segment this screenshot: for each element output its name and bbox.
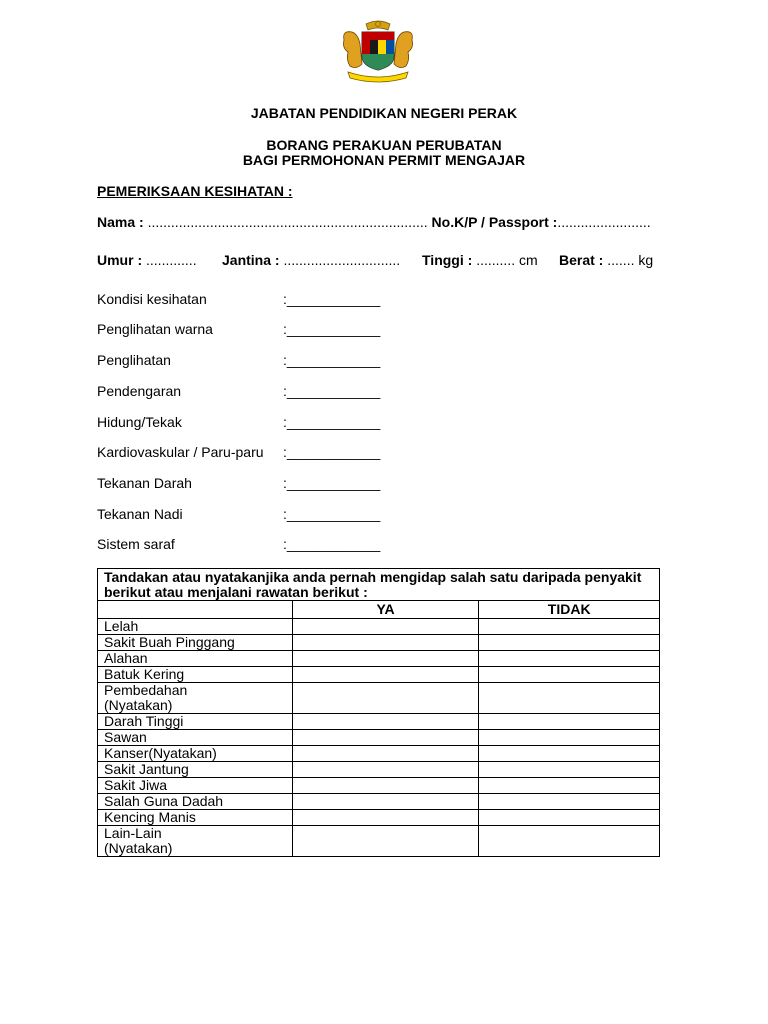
- table-row: [98, 635, 660, 651]
- tinggi-label: Tinggi :: [422, 252, 473, 268]
- disease-name: Lelah: [104, 618, 139, 634]
- table-row: [98, 651, 660, 667]
- condition-field[interactable]: :____________: [283, 506, 381, 522]
- umur-field[interactable]: .............: [146, 252, 197, 268]
- table-row: [98, 762, 660, 778]
- table-row: [98, 730, 660, 746]
- disease-name: Kencing Manis: [104, 809, 196, 825]
- berat-field[interactable]: .......: [607, 252, 635, 268]
- disease-label: [98, 619, 293, 635]
- disease-name: Sakit Jantung: [104, 761, 189, 777]
- ya-cell[interactable]: [292, 619, 479, 635]
- ya-cell[interactable]: [292, 667, 479, 683]
- disease-label: [98, 762, 293, 778]
- tidak-cell[interactable]: [479, 746, 660, 762]
- condition-field[interactable]: :____________: [283, 352, 381, 368]
- condition-label: Penglihatan warna: [97, 321, 213, 337]
- disease-name: Kanser(Nyatakan): [104, 745, 217, 761]
- table-instruction: Tandakan atau nyatakanjika anda pernah mengidap salah satu daripada penyakit berikut atau menjalani rawatan berikut :: [98, 569, 660, 601]
- table-header-row: [98, 601, 660, 619]
- disease-label: [98, 635, 293, 651]
- ya-cell[interactable]: [292, 683, 479, 714]
- disease-label: [98, 778, 293, 794]
- ya-cell[interactable]: [292, 651, 479, 667]
- ya-cell[interactable]: [292, 778, 479, 794]
- column-header-ya: YA: [292, 601, 479, 619]
- condition-label: Hidung/Tekak: [97, 414, 182, 430]
- kp-label: No.K/P / Passport :: [431, 214, 558, 230]
- tidak-cell[interactable]: [479, 794, 660, 810]
- condition-label: Kondisi kesihatan: [97, 291, 207, 307]
- kp-field[interactable]: ........................: [557, 214, 651, 230]
- table-row: [98, 667, 660, 683]
- ya-cell[interactable]: [292, 730, 479, 746]
- disease-name: Batuk Kering: [104, 666, 185, 682]
- disease-label: [98, 651, 293, 667]
- condition-label: Tekanan Nadi: [97, 506, 183, 522]
- condition-field[interactable]: :____________: [283, 475, 381, 491]
- tidak-cell[interactable]: [479, 635, 660, 651]
- disease-note: (Nyatakan): [104, 840, 173, 856]
- ya-cell[interactable]: [292, 746, 479, 762]
- form-title-line-2: BAGI PERMOHONAN PERMIT MENGAJAR: [242, 152, 526, 168]
- condition-field[interactable]: :____________: [283, 414, 381, 430]
- nama-line: [97, 214, 651, 230]
- disease-label: [98, 826, 293, 857]
- condition-label: Penglihatan: [97, 352, 171, 368]
- tidak-cell[interactable]: [479, 762, 660, 778]
- disease-name: Sawan: [104, 729, 147, 745]
- column-header-disease: [98, 601, 293, 619]
- tidak-cell[interactable]: [479, 683, 660, 714]
- table-row: [98, 746, 660, 762]
- disease-label: [98, 730, 293, 746]
- berat-group: [559, 252, 653, 268]
- tidak-cell[interactable]: [479, 778, 660, 794]
- disease-name: Alahan: [104, 650, 148, 666]
- jantina-field[interactable]: ..............................: [283, 252, 401, 268]
- column-header-tidak: TIDAK: [479, 601, 660, 619]
- disease-label: [98, 714, 293, 730]
- tinggi-group: [422, 252, 538, 268]
- table-row: [98, 714, 660, 730]
- table-row: [98, 810, 660, 826]
- disease-name: Sakit Jiwa: [104, 777, 168, 793]
- condition-field[interactable]: :____________: [283, 444, 381, 460]
- ya-cell[interactable]: [292, 826, 479, 857]
- nama-field[interactable]: ........................................................................: [147, 214, 428, 230]
- condition-field[interactable]: :____________: [283, 321, 381, 337]
- condition-label: Tekanan Darah: [97, 475, 192, 491]
- jantina-group: [222, 252, 400, 268]
- disease-name: Pembedahan: [104, 682, 188, 698]
- tidak-cell[interactable]: [479, 651, 660, 667]
- condition-label: Pendengaran: [97, 383, 182, 399]
- table-row: [98, 619, 660, 635]
- tinggi-field[interactable]: ..........: [476, 252, 516, 268]
- jantina-label: Jantina :: [222, 252, 280, 268]
- umur-group: [97, 252, 197, 268]
- tidak-cell[interactable]: [479, 667, 660, 683]
- tidak-cell[interactable]: [479, 730, 660, 746]
- disease-name: Salah Guna Dadah: [104, 793, 224, 809]
- disease-label: [98, 810, 293, 826]
- tidak-cell[interactable]: [479, 826, 660, 857]
- ya-cell[interactable]: [292, 794, 479, 810]
- tidak-cell[interactable]: [479, 810, 660, 826]
- condition-label: Kardiovaskular / Paru-paru: [97, 444, 264, 460]
- umur-label: Umur :: [97, 252, 143, 268]
- tidak-cell[interactable]: [479, 714, 660, 730]
- berat-label: Berat :: [559, 252, 604, 268]
- disease-name: Darah Tinggi: [104, 713, 184, 729]
- condition-label: Sistem saraf: [97, 536, 175, 552]
- disease-name: Sakit Buah Pinggang: [104, 634, 235, 650]
- disease-label: [98, 746, 293, 762]
- disease-history-table: [97, 568, 660, 857]
- ya-cell[interactable]: [292, 635, 479, 651]
- condition-field[interactable]: :____________: [283, 536, 381, 552]
- disease-label: [98, 667, 293, 683]
- ya-cell[interactable]: [292, 714, 479, 730]
- tidak-cell[interactable]: [479, 619, 660, 635]
- department-heading: JABATAN PENDIDIKAN NEGERI PERAK: [250, 105, 518, 121]
- disease-label: [98, 794, 293, 810]
- nama-label: Nama :: [97, 214, 144, 230]
- table-row: [98, 778, 660, 794]
- coat-of-arms-logo: [338, 20, 418, 84]
- disease-label: [98, 683, 293, 714]
- table-instruction-row: [98, 569, 660, 601]
- condition-field[interactable]: :____________: [283, 383, 381, 399]
- ya-cell[interactable]: [292, 762, 479, 778]
- form-title-line-1: BORANG PERAKUAN PERUBATAN: [266, 137, 502, 153]
- disease-note: (Nyatakan): [104, 697, 173, 713]
- disease-name: Lain-Lain: [104, 825, 162, 841]
- tinggi-unit: cm: [518, 252, 538, 268]
- table-row: [98, 683, 660, 714]
- table-row: [98, 826, 660, 857]
- table-row: [98, 794, 660, 810]
- berat-unit: kg: [638, 252, 654, 268]
- condition-field[interactable]: :____________: [283, 291, 381, 307]
- ya-cell[interactable]: [292, 810, 479, 826]
- section-title: PEMERIKSAAN KESIHATAN :: [97, 183, 293, 199]
